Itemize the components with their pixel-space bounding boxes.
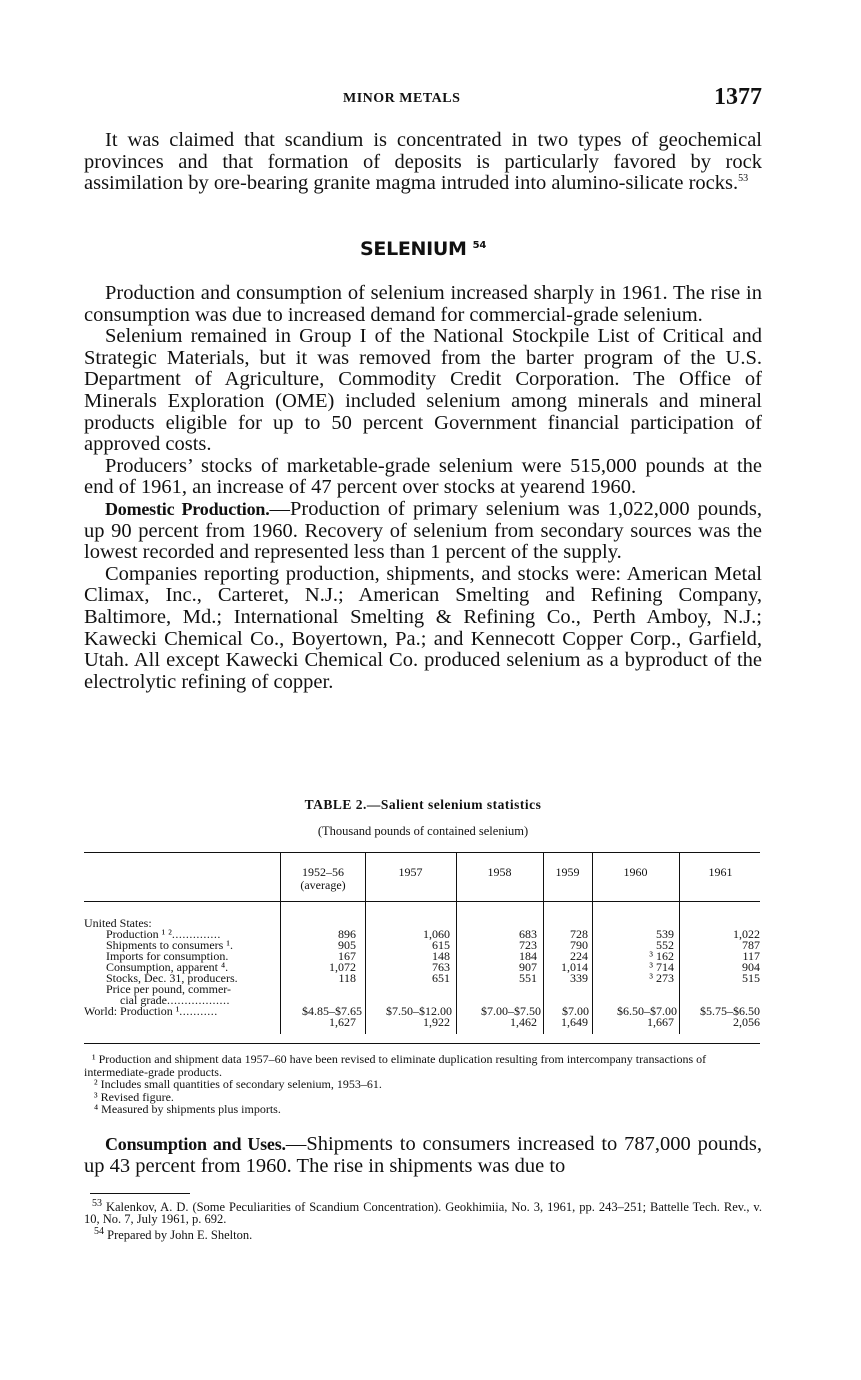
row-label-united-states: United States: [84,916,152,930]
table-cell: 148 [432,949,450,963]
scandium-paragraph [84,130,762,195]
running-head-title: MINOR METALS [343,91,461,106]
table-bottom-rule [84,1043,760,1044]
row-label-production: Production ¹ ².............. [106,927,221,941]
table-footnotes [84,1053,762,1116]
selenium-heading [84,238,762,260]
table-cell: 167 [338,949,356,963]
consumption-uses-label: Consumption and Uses. [105,1134,286,1154]
table-footnote-3: ³ Revised figure. [94,1089,174,1104]
consumption-uses-text: —Shipments to consumers increased to 787,000 pounds, up 43 percent from 1960. The rise in shipments was due to [84,1133,762,1177]
domestic-production-paragraph [84,499,762,564]
domestic-production-label: Domestic Production. [105,498,270,519]
table-cell: 184 [519,949,537,963]
table-title: TABLE 2.—Salient selenium statistics [304,797,542,812]
selenium-heading-text: SELENIUM [360,238,467,260]
table-cell: 1,922 [423,1015,450,1029]
table-footnote-2: ² Includes small quantities of secondary selenium, 1953–61. [94,1077,382,1091]
table-cell: 2,056 [733,1015,760,1029]
companies-paragraph: Companies reporting production, shipments, and stocks were: American Metal Climax, Inc., Carteret, N.J.; American Smelting and Refining Company, Baltimore, Md.; International Smelting & Refining Co., Perth Amboy, N.J.; Kawecki Chemical Co., Boyertown, Pa.; and Kennecott Copper Corp., Garfield, Utah. All except Kawecki Chemical Co. produced selenium as a byproduct of the electrolytic refining of copper. [84,562,762,693]
consumption-uses-paragraph [84,1134,762,1177]
table-cell: 787 [742,938,760,952]
selenium-section-body [84,283,762,693]
column-header-1952-56: 1952–56 (average) [300,865,346,892]
table-cell: ³ 273 [649,971,674,985]
table-cell: 683 [519,927,537,941]
table-cell: 1,060 [423,927,450,941]
page-footnote-54: $^{54}$ Prepared by John E. Shelton. [94,1225,253,1242]
row-label-imports: Imports for consumption. [106,949,229,963]
table-cell: 728 [570,927,588,941]
table-cell: ³ 714 [649,960,674,974]
page-footnote-53: $^{53}$ Kalenkov, A. D. (Some Peculiarities of Scandium Concentration). Geokhimiia, No. 3, 1961, pp. 243–251; Battelle Tech. Rev., v. 10, No. 7, July 1961, p. 692. [84,1197,762,1227]
table-cell: 552 [656,938,674,952]
table-cell: 790 [570,938,588,952]
table-cell: 1,667 [647,1015,674,1029]
column-header-1958: 1958 [487,865,512,879]
table-cell: 1,627 [329,1015,356,1029]
column-header-1960: 1960 [623,865,648,879]
selenium-paragraph-3: Producers’ stocks of marketable-grade selenium were 515,000 pounds at the end of 1961, an increase of 47 percent over stocks at yearend 1960. [84,454,762,499]
table-cell: 905 [338,938,356,952]
table-cell: $5.75–$6.50 [700,1004,760,1018]
table-cell: 551 [519,971,537,985]
table-cell: 1,014 [561,960,588,974]
table-cell: $4.85–$7.65 [302,1004,362,1018]
row-label-price: Price per pound, commer- [106,982,232,996]
table-footnote-4: ⁴ Measured by shipments plus imports. [94,1102,281,1116]
table-cell: 1,022 [733,927,760,941]
row-label-shipments: Shipments to consumers ¹. [106,938,234,952]
column-header-1957: 1957 [398,865,423,879]
table-cell: 118 [338,971,356,985]
page-number: 1377 [714,84,762,110]
table-cell: 117 [742,949,760,963]
table-footnote-1: ¹ Production and shipment data 1957–60 have been revised to eliminate duplication resulting from intercompany transactions of intermediate-grade products. [84,1052,707,1079]
table-cell: 907 [519,960,537,974]
table-cell: 539 [656,927,674,941]
table-subtitle: (Thousand pounds of contained selenium) [317,824,529,838]
table-cell: 1,072 [329,960,356,974]
column-header-1959: 1959 [555,865,580,879]
table-header-rule [84,901,760,902]
table-cell: 651 [432,971,450,985]
row-label-world-production: World: Production ¹........... [84,1004,218,1018]
table-cell: 1,462 [510,1015,537,1029]
table-cell: 1,649 [561,1015,588,1029]
table-cell: 723 [519,938,537,952]
table-cell: $6.50–$7.00 [617,1004,677,1018]
table-cell: 904 [742,960,760,974]
selenium-paragraph-2: Selenium remained in Group I of the National Stockpile List of Critical and Strategic Materials, but it was removed from the barter program of the U.S. Department of Agriculture, Commodity Credit Corporation. The Office of Minerals Exploration (OME) included selenium among minerals and mineral products eligible for up to 50 percent Government financial participation of approved costs. [84,325,762,456]
table-cell: 515 [742,971,760,985]
table-cell: 224 [570,949,588,963]
row-label-stocks: Stocks, Dec. 31, producers. [106,971,239,985]
table-cell: 615 [432,938,450,952]
table-cell: $7.00 [562,1004,589,1018]
scandium-text: It was claimed that scandium is concentrated in two types of geochemical provinces and that formation of deposits is particularly favored by rock assimilation by ore-bearing granite magma intruded into alumino-silicate rocks. [84,129,762,195]
table-cell: 896 [338,927,356,941]
running-head [84,84,762,114]
footnote-ref-54: 54 [472,239,486,251]
table-cell: $7.50–$12.00 [386,1004,452,1018]
selenium-paragraph-1: Production and consumption of selenium increased sharply in 1961. The rise in consumption was due to increased demand for commercial-grade selenium. [84,282,762,326]
column-header-1961: 1961 [708,865,733,879]
domestic-production-text: —Production of primary selenium was 1,022,000 pounds, up 90 percent from 1960. Recovery of selenium from secondary sources was the lowest recorded and represented less than 1 percent of the supply. [84,497,762,564]
table-cell: 339 [570,971,588,985]
table-cell: ³ 162 [649,949,674,963]
table-cell: 763 [432,960,450,974]
column-divider [280,852,281,1034]
row-label-consumption: Consumption, apparent ⁴. [106,960,229,974]
footnote-separator [90,1193,190,1194]
footnote-ref-53: 53 [738,173,749,185]
table-cell: $7.00–$7.50 [481,1004,541,1018]
table-top-rule [84,852,760,853]
row-label-price-cont: cial grade.................. [120,993,230,1007]
